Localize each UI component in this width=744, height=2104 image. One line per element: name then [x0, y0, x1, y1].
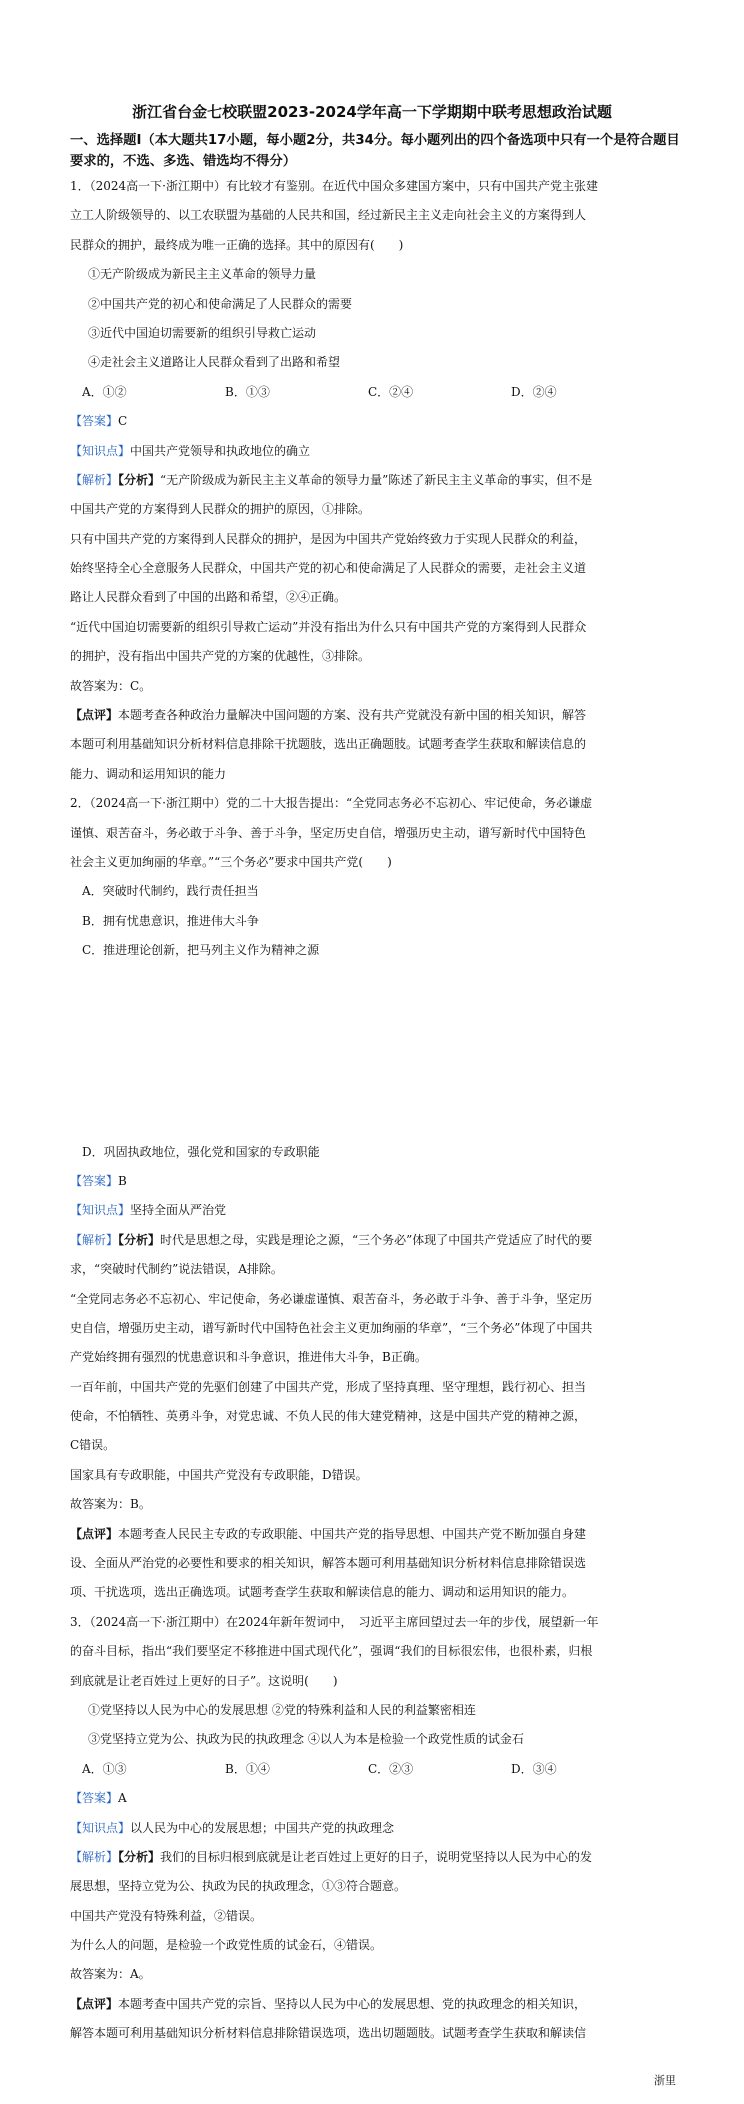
- q2-analysis-line: C错误。: [70, 1438, 116, 1453]
- q2-analysis-line: 产党始终拥有强烈的忧患意识和斗争意识，推进伟大斗争，B正确。: [70, 1350, 427, 1365]
- q3-comment-line: 解答本题可利用基础知识分析材料信息排除错误选项，选出切题题肢。试题考查学生获取和解读信: [70, 2026, 587, 2041]
- q1-option-d: D．②④: [511, 384, 557, 399]
- analysis-tag: 【解析】: [70, 1232, 119, 1247]
- point-tag: 【知识点】: [70, 443, 131, 458]
- analysis-tag: 【解析】: [70, 1849, 119, 1864]
- q1-item: ②中国共产党的初心和使命满足了人民群众的需要: [88, 296, 353, 311]
- comment-tag: 【点评】: [70, 1526, 119, 1541]
- q3-option-a: A．①③: [82, 1761, 127, 1776]
- q2-comment-text: 本题考查人民民主专政的专政职能、中国共产党的指导思想、中国共产党不断加强自身建: [118, 1526, 587, 1541]
- q3-answer-value: A: [118, 1791, 127, 1806]
- q3-options: [70, 1755, 674, 1784]
- document-body: [70, 172, 674, 2049]
- q2-analysis-line: 求，“突破时代制约”说法错误，A排除。: [70, 1262, 283, 1277]
- page-title: 浙江省台金七校联盟2023-2024学年高一下学期期中联考思想政治试题: [132, 103, 612, 121]
- q2-analysis-line: 使命，不怕牺牲、英勇斗争，对党忠诚、不负人民的伟大建党精神，这是中国共产党的精神之源，: [70, 1409, 587, 1424]
- blank-space: [70, 966, 674, 1138]
- q2-point: [70, 1196, 674, 1225]
- q1-point-value: 中国共产党领导和执政地位的确立: [130, 443, 311, 458]
- fenxi-tag: 【分析】: [118, 1232, 161, 1247]
- q1-option-b: B．①③: [225, 384, 270, 399]
- q3-analysis-line: 展思想，坚持立党为公、执政为民的执政理念，①③符合题意。: [70, 1879, 407, 1894]
- q1-comment-line: 本题可利用基础知识分析材料信息排除干扰题肢，选出正确题肢。试题考查学生获取和解读信息的: [70, 737, 587, 752]
- q3-option-d: D．③④: [511, 1761, 557, 1776]
- comment-tag: 【点评】: [70, 708, 119, 723]
- q1-comment-text: 本题考查各种政治力量解决中国问题的方案、没有共产党就没有新中国的相关知识，解答: [118, 708, 587, 723]
- q2-analysis-text: 时代是思想之母，实践是理论之源，“三个务必”体现了中国共产党适应了时代的要: [160, 1232, 593, 1247]
- q1-analysis: [70, 466, 674, 495]
- q1-options: [70, 378, 674, 407]
- q2-answer: [70, 1167, 674, 1196]
- q1-stem-line: 1．（2024高一下·浙江期中）有比较才有鉴别。在近代中国众多建国方案中，只有中国共产党主张建: [70, 179, 598, 193]
- q3-analysis-line: 中国共产党没有特殊利益，②错误。: [70, 1908, 263, 1923]
- answer-tag: 【答案】: [70, 1173, 119, 1188]
- q1-answer-value: C: [118, 414, 128, 429]
- q1-analysis-text: “无产阶级成为新民主主义革命的领导力量”陈述了新民主主义革命的事实，但不是: [160, 472, 593, 487]
- q1-analysis-line: 只有中国共产党的方案得到人民群众的拥护，是因为中国共产党始终致力于实现人民群众的利益，: [70, 531, 587, 546]
- q2-option-d: D．巩固执政地位，强化党和国家的专政职能: [82, 1144, 320, 1159]
- q1-stem-line: 立工人阶级领导的、以工农联盟为基础的人民共和国，经过新民主主义走向社会主义的方案得到人: [70, 208, 587, 223]
- q1-comment-line: 能力、调动和运用知识的能力: [70, 766, 227, 781]
- q2-comment-line: 设、全面从严治党的必要性和要求的相关知识，解答本题可利用基础知识分析材料信息排除错误选: [70, 1556, 587, 1571]
- q3-item: ①党坚持以人民为中心的发展思想 ②党的特殊利益和人民的利益繁密相连: [88, 1702, 476, 1717]
- q2-option-c: C．推进理论创新，把马列主义作为精神之源: [82, 943, 320, 958]
- q1-answer: [70, 407, 674, 436]
- q3-stem-line: 3．（2024高一下·浙江期中）在2024年新年贺词中， 习近平主席回望过去一年的步伐，展望新一年: [70, 1614, 599, 1629]
- q3-analysis-line: 为什么人的问题，是检验一个政党性质的试金石，④错误。: [70, 1938, 383, 1953]
- point-tag: 【知识点】: [70, 1820, 131, 1835]
- q2-comment: [70, 1520, 674, 1549]
- q1-stem-line: 民群众的拥护，最终成为唯一正确的选择。其中的原因有( ): [70, 237, 404, 252]
- q3-point: [70, 1814, 674, 1843]
- q3-option-c: C．②③: [368, 1761, 414, 1776]
- analysis-tag: 【解析】: [70, 472, 119, 487]
- q2-analysis-line: 故答案为：B。: [70, 1497, 151, 1512]
- q2-analysis: [70, 1226, 674, 1255]
- q1-item: ①无产阶级成为新民主主义革命的领导力量: [88, 267, 317, 282]
- q2-stem-line: 社会主义更加绚丽的华章。”“三个务必”要求中国共产党( ): [70, 854, 392, 869]
- q1-analysis-line: 路让人民群众看到了中国的出路和希望，②④正确。: [70, 590, 347, 605]
- q2-stem-line: 谨慎、艰苦奋斗，务必敢于斗争、善于斗争，坚定历史自信，增强历史主动，谱写新时代中国特色: [70, 825, 587, 840]
- q1-analysis-line: “近代中国迫切需要新的组织引导救亡运动”并没有指出为什么只有中国共产党的方案得到人民群众: [70, 619, 587, 634]
- q2-comment-line: 项、干扰选项，选出正确选项。试题考查学生获取和解读信息的能力、调动和运用知识的能力。: [70, 1585, 575, 1600]
- q1-comment: [70, 701, 674, 730]
- q1-analysis-line: 故答案为：C。: [70, 678, 152, 693]
- q1-analysis-line: 的拥护，没有指出中国共产党的方案的优越性，③排除。: [70, 649, 371, 664]
- answer-tag: 【答案】: [70, 1791, 119, 1806]
- q3-answer: [70, 1784, 674, 1813]
- q1-analysis-line: 始终坚持全心全意服务人民群众，中国共产党的初心和使命满足了人民群众的需要，走社会主义道: [70, 561, 587, 576]
- q2-analysis-line: 国家具有专政职能，中国共产党没有专政职能，D错误。: [70, 1467, 368, 1482]
- q3-comment-text: 本题考查中国共产党的宗旨、坚持以人民为中心的发展思想、党的执政理念的相关知识，: [118, 1996, 587, 2011]
- answer-tag: 【答案】: [70, 414, 119, 429]
- q2-analysis-line: 一百年前，中国共产党的先驱们创建了中国共产党，形成了坚持真理、坚守理想，践行初心、担当: [70, 1379, 587, 1394]
- q3-item: ③党坚持立党为公、执政为民的执政理念 ④以人为本是检验一个政党性质的试金石: [88, 1732, 524, 1747]
- q3-comment: [70, 1990, 674, 2019]
- fenxi-tag: 【分析】: [118, 1849, 161, 1864]
- page-footer: 浙里: [654, 2074, 676, 2087]
- q2-option-b: B．拥有忧患意识，推进伟大斗争: [82, 913, 259, 928]
- q3-stem-line: 的奋斗目标，指出“我们要坚定不移推进中国式现代化”，强调“我们的目标很宏伟，也很朴素，归根: [70, 1644, 593, 1659]
- q1-option-a: A．①②: [82, 384, 127, 399]
- q3-option-b: B．①④: [225, 1761, 270, 1776]
- q1-item: ③近代中国迫切需要新的组织引导救亡运动: [88, 325, 317, 340]
- q2-point-value: 坚持全面从严治党: [130, 1203, 227, 1218]
- q2-analysis-line: 史自信，增强历史主动，谱写新时代中国特色社会主义更加绚丽的华章”，“三个务必”体现了中国共: [70, 1320, 593, 1335]
- q1-option-c: C．②④: [368, 384, 414, 399]
- q1-item: ④走社会主义道路让人民群众看到了出路和希望: [88, 355, 341, 370]
- fenxi-tag: 【分析】: [118, 472, 161, 487]
- q2-option-a: A．突破时代制约，践行责任担当: [82, 884, 259, 899]
- point-tag: 【知识点】: [70, 1203, 131, 1218]
- q1-point: [70, 437, 674, 466]
- q2-stem-line: 2．（2024高一下·浙江期中）党的二十大报告提出：“全党同志务必不忘初心、牢记使命，务必谦虚: [70, 796, 593, 811]
- q3-point-value: 以人民为中心的发展思想；中国共产党的执政理念: [130, 1820, 395, 1835]
- q2-analysis-line: “全党同志务必不忘初心、牢记使命，务必谦虚谨慎、艰苦奋斗，务必敢于斗争、善于斗争，坚定历: [70, 1291, 593, 1306]
- q3-analysis-line: 故答案为：A。: [70, 1967, 151, 1982]
- comment-tag: 【点评】: [70, 1996, 119, 2011]
- section-heading: 一、选择题Ⅰ（本大题共17小题，每小题2分，共34分。每小题列出的四个备选项中只有一个是符合题目要求的，不选、多选、错选均不得分）: [70, 133, 680, 169]
- q3-stem-line: 到底就是让老百姓过上更好的日子”。这说明( ): [70, 1673, 338, 1688]
- q1-analysis-line: 中国共产党的方案得到人民群众的拥护的原因，①排除。: [70, 502, 371, 517]
- q3-analysis-text: 我们的目标归根到底就是让老百姓过上更好的日子，说明党坚持以人民为中心的发: [160, 1849, 593, 1864]
- q3-analysis: [70, 1843, 674, 1872]
- q2-answer-value: B: [118, 1173, 127, 1188]
